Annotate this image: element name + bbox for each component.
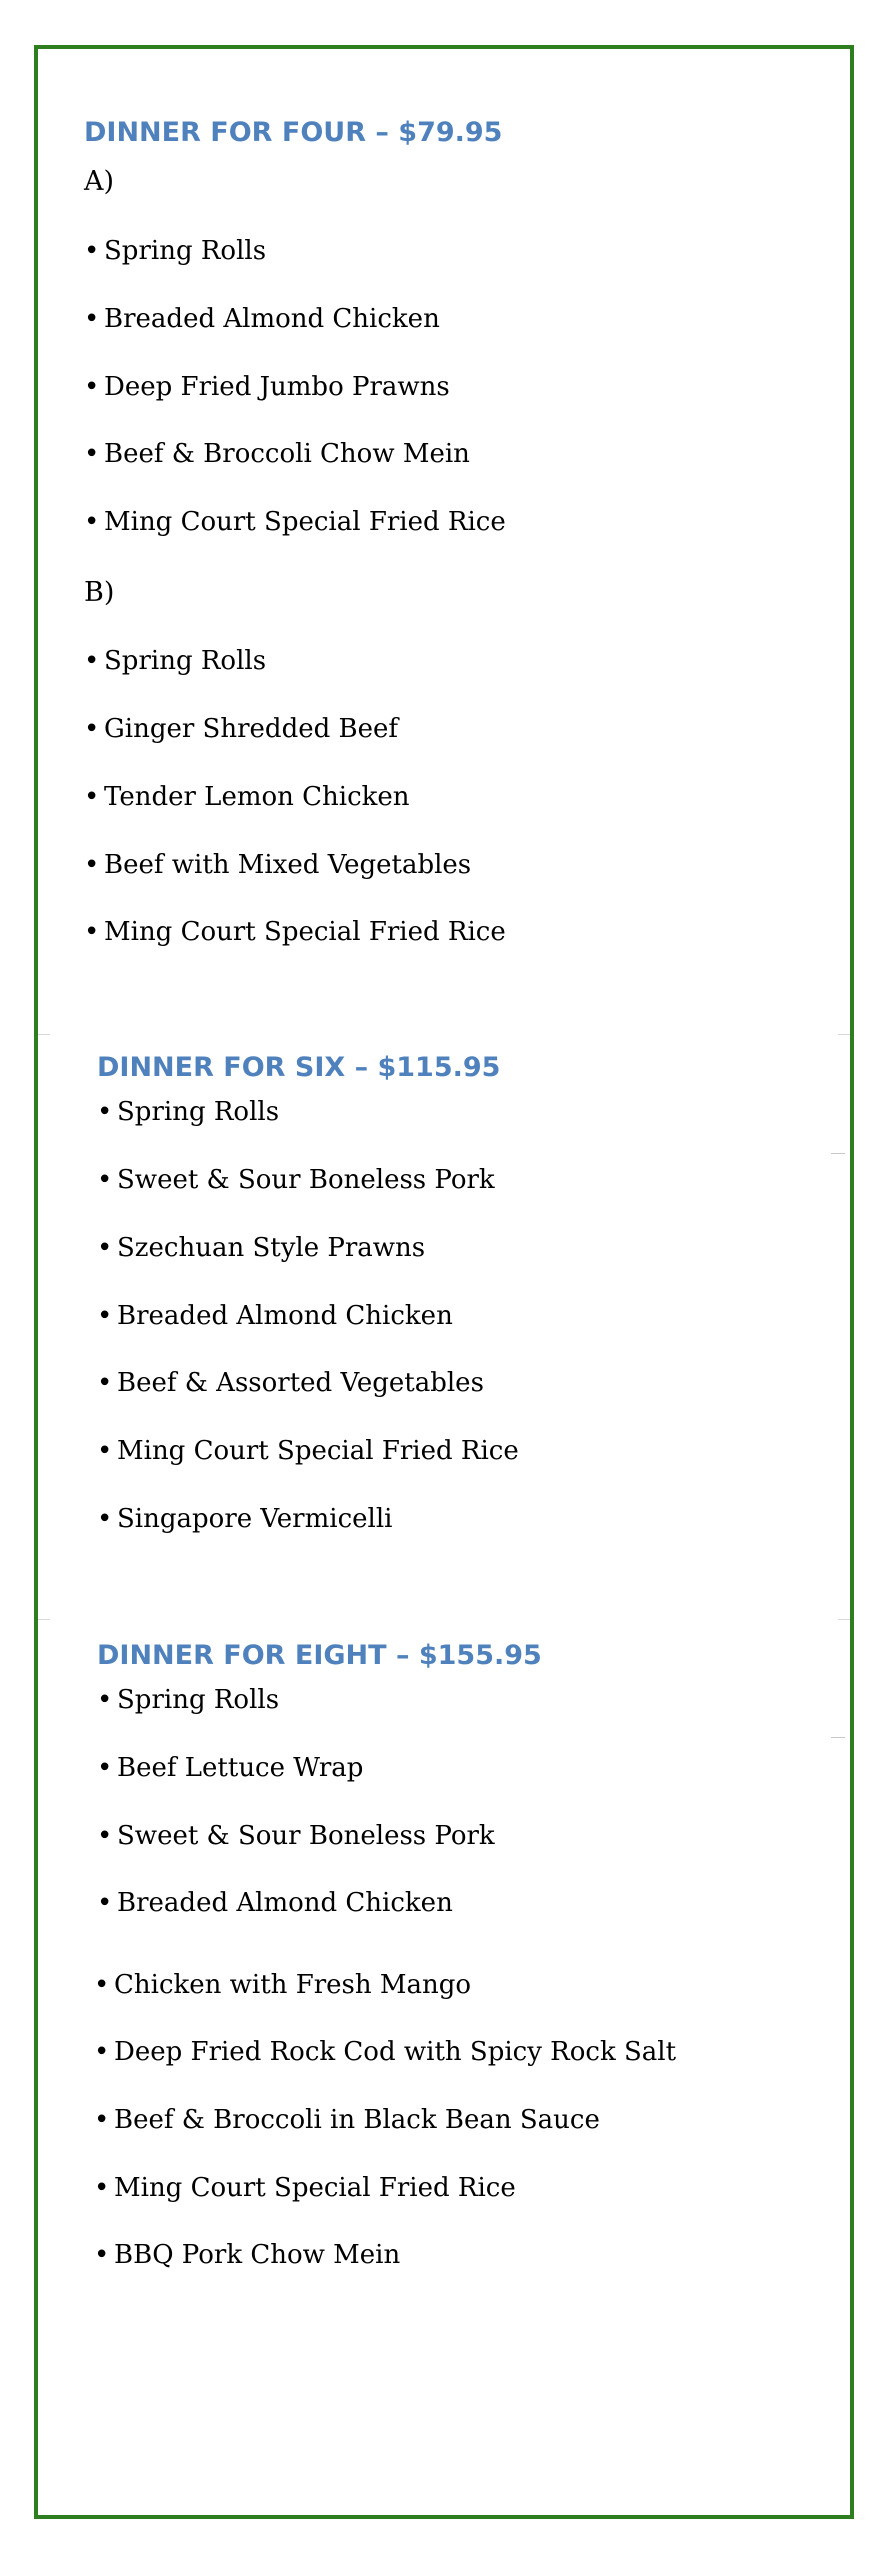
list-item: • Tender Lemon Chicken [84,782,410,812]
option-a-label: A) [84,166,115,197]
list-item: • Breaded Almond Chicken [97,1888,453,1918]
option-b-label: B) [84,577,115,608]
list-item: • Beef & Assorted Vegetables [97,1368,484,1398]
list-item: • Deep Fried Jumbo Prawns [84,372,450,402]
list-item: • Beef Lettuce Wrap [97,1753,364,1783]
section-divider [838,1619,850,1620]
section-divider [38,1619,50,1620]
list-item: • Spring Rolls [84,236,267,266]
dinner-for-six-title: DINNER FOR SIX – $115.95 [97,1052,501,1083]
dinner-for-four-title: DINNER FOR FOUR – $79.95 [84,117,503,148]
list-item: • Spring Rolls [97,1097,280,1127]
list-item: • Ming Court Special Fried Rice [84,917,506,947]
section-divider [831,1737,845,1738]
list-item: • Beef & Broccoli Chow Mein [84,439,470,469]
list-item: • Beef & Broccoli in Black Bean Sauce [94,2105,600,2135]
list-item: • Sweet & Sour Boneless Pork [97,1165,495,1195]
list-item: • Chicken with Fresh Mango [94,1970,472,2000]
list-item: • Sweet & Sour Boneless Pork [97,1821,495,1851]
section-divider [838,1034,850,1035]
list-item: • Ming Court Special Fried Rice [94,2173,516,2203]
section-divider [831,1153,845,1154]
list-item: • Breaded Almond Chicken [97,1301,453,1331]
section-divider [38,1034,50,1035]
list-item: • Ming Court Special Fried Rice [84,507,506,537]
list-item: • Ming Court Special Fried Rice [97,1436,519,1466]
list-item: • Singapore Vermicelli [97,1504,393,1534]
list-item: • Spring Rolls [97,1685,280,1715]
list-item: • Breaded Almond Chicken [84,304,440,334]
dinner-for-eight-title: DINNER FOR EIGHT – $155.95 [97,1640,542,1671]
list-item: • Deep Fried Rock Cod with Spicy Rock Salt [94,2037,677,2067]
list-item: • Szechuan Style Prawns [97,1233,426,1263]
list-item: • Ginger Shredded Beef [84,714,399,744]
list-item: • Beef with Mixed Vegetables [84,850,472,880]
menu-page-frame [34,45,854,2519]
list-item: • BBQ Pork Chow Mein [94,2240,401,2270]
list-item: • Spring Rolls [84,646,267,676]
